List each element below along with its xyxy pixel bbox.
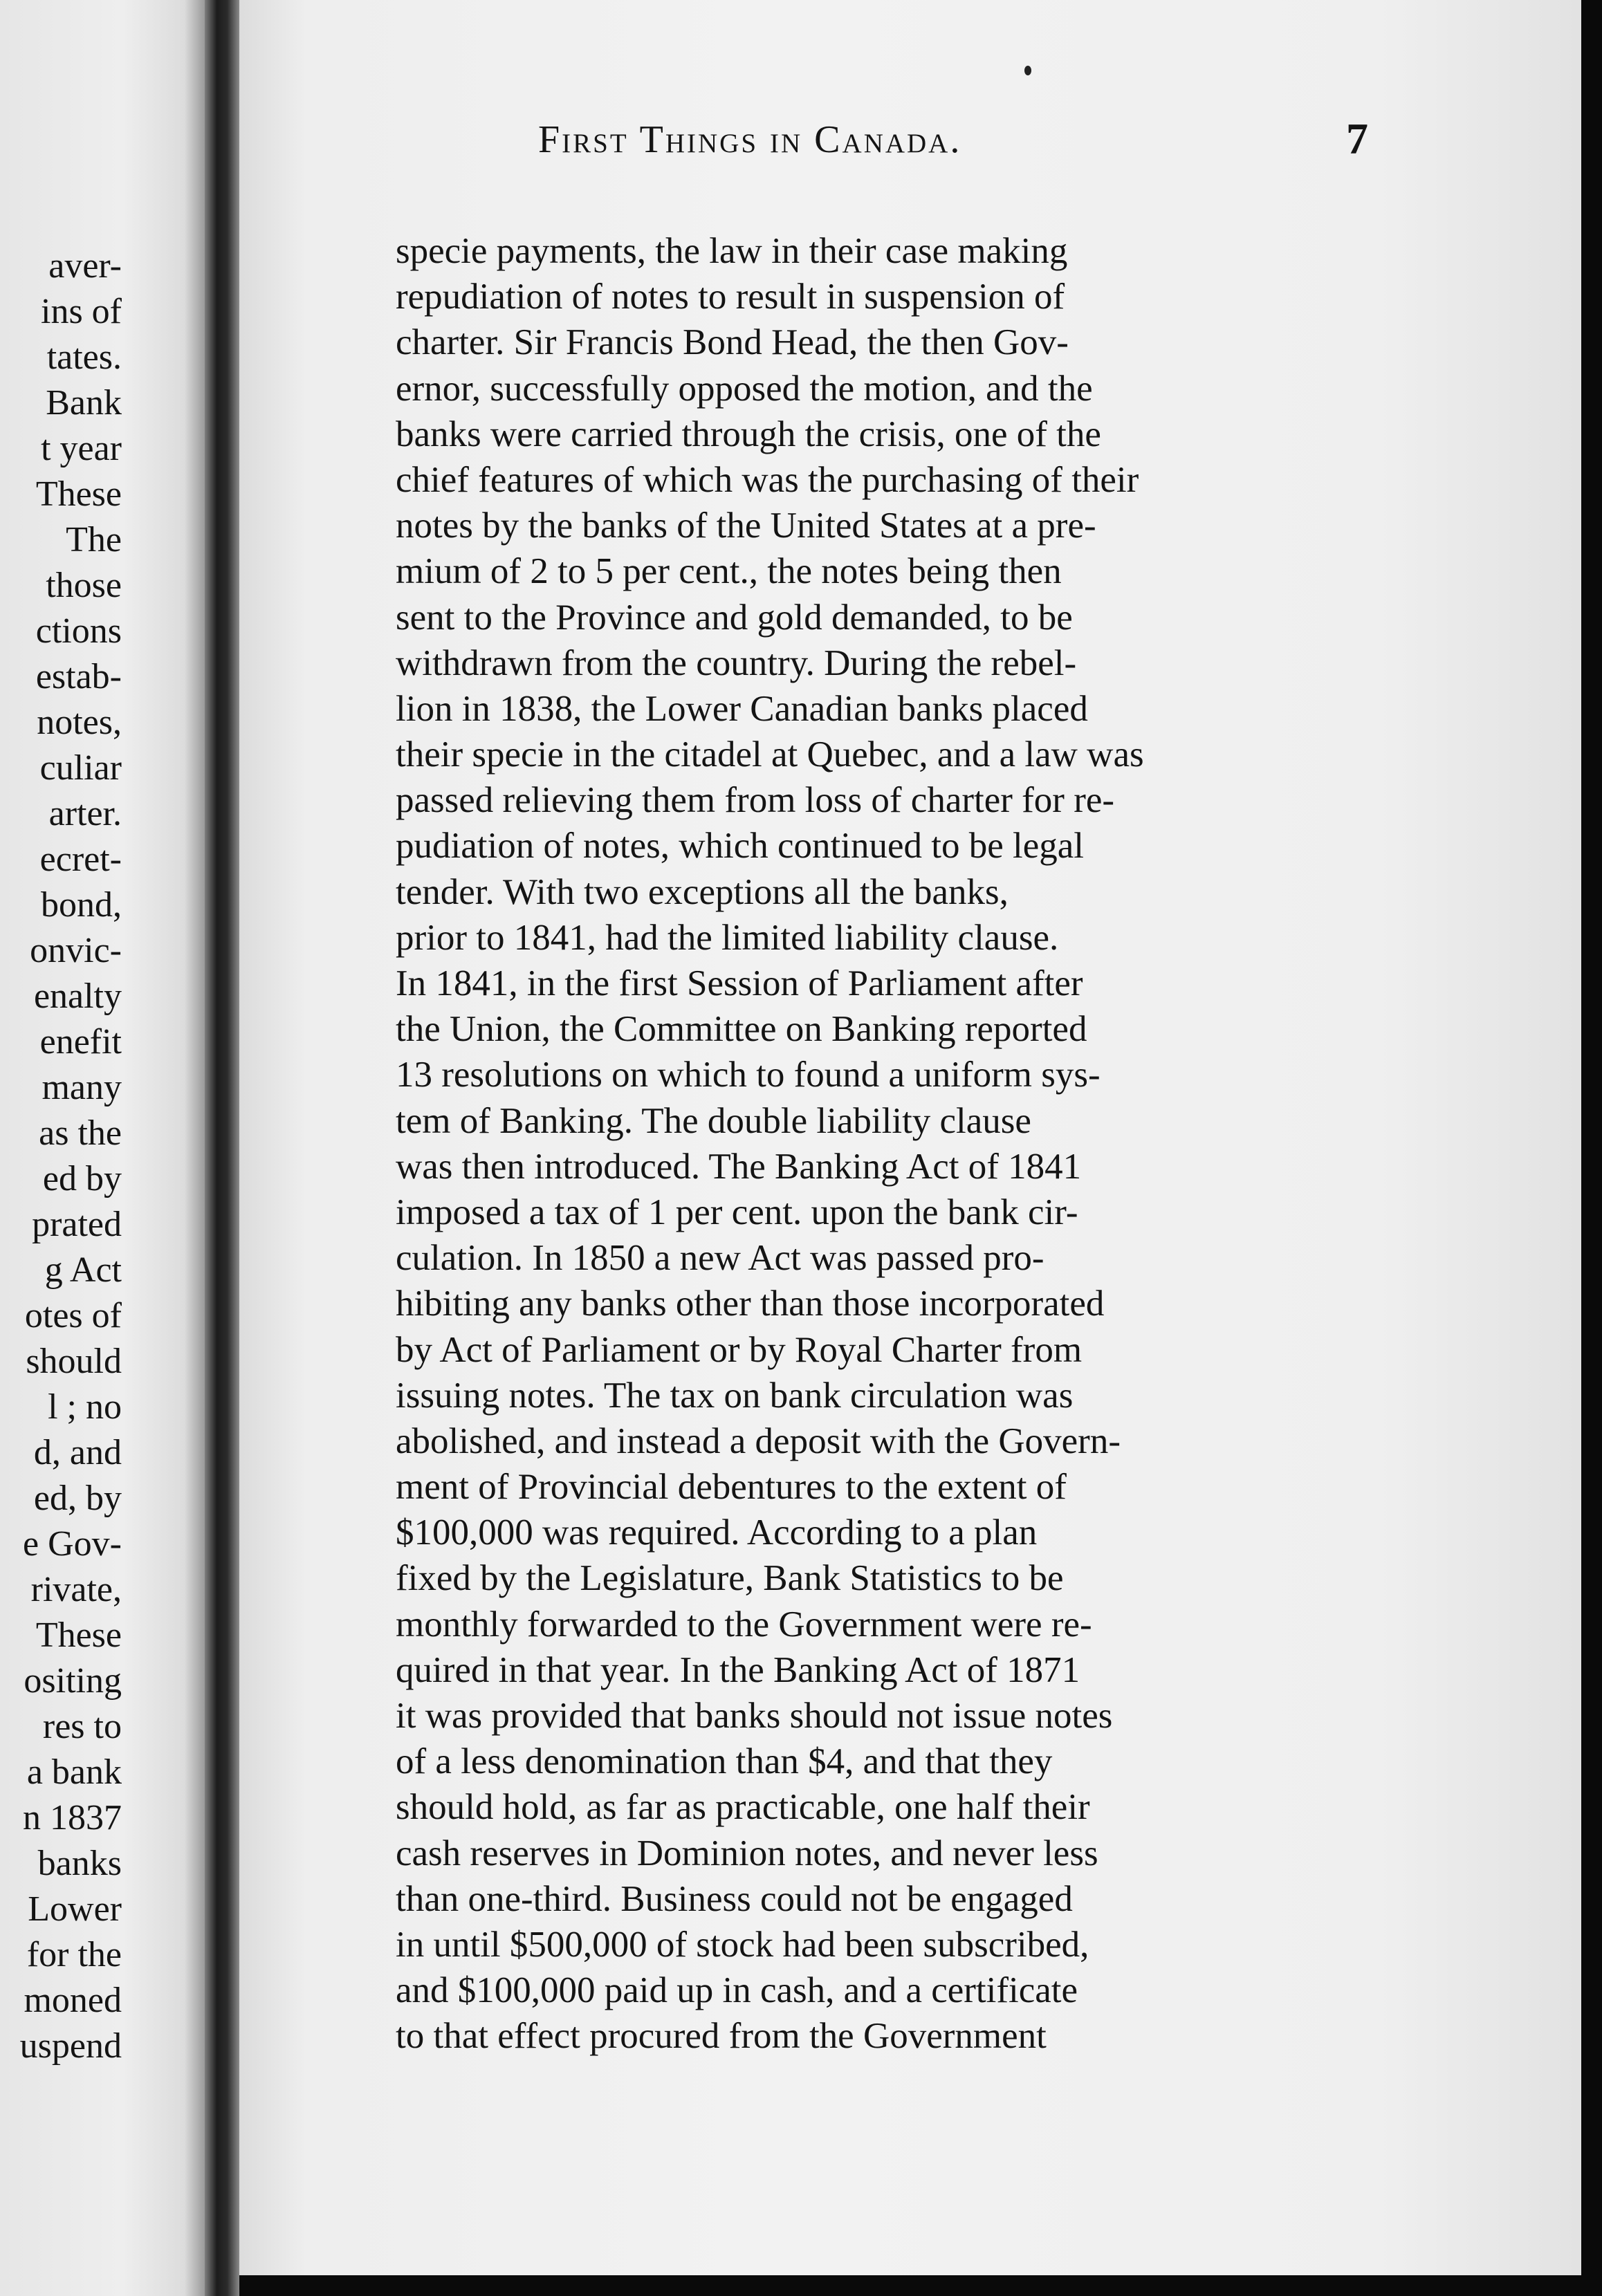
left-page-line: should xyxy=(26,1342,122,1381)
body-line: banks were carried through the crisis, one of the xyxy=(396,414,1101,454)
left-page-line: ecret- xyxy=(39,840,122,879)
body-line: sent to the Province and gold demanded, to be xyxy=(396,597,1073,638)
left-page-line: ositing xyxy=(24,1661,122,1701)
left-page-line: t year xyxy=(41,429,122,468)
left-page-line: onvic- xyxy=(30,931,122,970)
body-line: prior to 1841, had the limited liability clause. xyxy=(396,917,1059,958)
body-line: mium of 2 to 5 per cent., the notes being then xyxy=(396,551,1062,592)
body-line: 13 resolutions on which to found a uniform sys- xyxy=(396,1055,1101,1095)
left-page-line: many xyxy=(42,1068,122,1107)
right-page xyxy=(239,0,1581,2275)
left-page-line: prated xyxy=(32,1205,122,1244)
body-line: quired in that year. In the Banking Act of 1871 xyxy=(396,1649,1080,1690)
left-page-line: those xyxy=(46,566,122,605)
body-line: it was provided that banks should not issue notes xyxy=(396,1696,1113,1736)
body-line: hibiting any banks other than those incorporated xyxy=(396,1284,1105,1324)
body-line: was then introduced. The Banking Act of 1841 xyxy=(396,1146,1082,1187)
left-page-line: d, and xyxy=(33,1433,122,1472)
ink-speck xyxy=(1024,66,1031,75)
left-page-edge xyxy=(0,0,205,2296)
left-page-line: moned xyxy=(24,1981,122,2020)
left-page-line: n 1837 xyxy=(23,1798,122,1837)
book-gutter xyxy=(205,0,239,2296)
left-page-line: g Act xyxy=(44,1250,122,1290)
body-line: passed relieving them from loss of charter for re- xyxy=(396,780,1115,821)
left-page-line: e Gov- xyxy=(23,1524,122,1564)
body-line: tender. With two exceptions all the banks, xyxy=(396,871,1009,912)
left-page-line: ed by xyxy=(42,1159,122,1198)
body-line: notes by the banks of the United States at a pre- xyxy=(396,506,1096,546)
left-page-line: Bank xyxy=(46,383,122,423)
left-page-line: ed, by xyxy=(33,1479,122,1518)
body-line: and $100,000 paid up in cash, and a certificate xyxy=(396,1970,1078,2011)
body-line: their specie in the citadel at Quebec, and a law was xyxy=(396,734,1144,775)
left-page-line: res to xyxy=(42,1707,122,1746)
body-line: culation. In 1850 a new Act was passed pro- xyxy=(396,1238,1044,1279)
left-page-line: enefit xyxy=(39,1022,122,1062)
left-page-line: l ; no xyxy=(48,1387,122,1427)
body-line: than one-third. Business could not be engaged xyxy=(396,1878,1073,1919)
body-line: pudiation of notes, which continued to be legal xyxy=(396,826,1084,867)
left-page-line: Lower xyxy=(28,1889,122,1929)
body-line: imposed a tax of 1 per cent. upon the bank cir- xyxy=(396,1192,1078,1232)
left-page-line: otes of xyxy=(24,1296,122,1335)
body-text xyxy=(396,228,1602,2059)
left-page-line: arter. xyxy=(48,794,122,833)
left-page-line: ctions xyxy=(35,611,122,651)
body-line: the Union, the Committee on Banking reported xyxy=(396,1009,1087,1050)
body-line: chief features of which was the purchasing of their xyxy=(396,459,1139,500)
body-line: lion in 1838, the Lower Canadian banks placed xyxy=(396,688,1088,729)
left-page-line: notes, xyxy=(37,703,122,742)
left-page-line: culiar xyxy=(39,748,122,788)
body-line: cash reserves in Dominion notes, and never less xyxy=(396,1833,1098,1873)
body-line: should hold, as far as practicable, one half their xyxy=(396,1787,1090,1828)
left-page-text xyxy=(0,243,122,2069)
body-line: by Act of Parliament or by Royal Charter from xyxy=(396,1329,1083,1370)
body-line: specie payments, the law in their case making xyxy=(396,231,1068,271)
body-line: In 1841, in the first Session of Parliament after xyxy=(396,963,1083,1003)
body-line: monthly forwarded to the Government were re- xyxy=(396,1604,1092,1645)
body-line: ernor, successfully opposed the motion, and the xyxy=(396,368,1093,409)
left-page-line: These xyxy=(35,474,122,514)
body-line: charter. Sir Francis Bond Head, the then Gov- xyxy=(396,322,1069,363)
body-line: to that effect procured from the Government xyxy=(396,2016,1047,2057)
body-line: in until $500,000 of stock had been subscribed, xyxy=(396,1924,1089,1965)
left-page-line: enalty xyxy=(33,976,122,1016)
body-line: abolished, and instead a deposit with the Govern- xyxy=(396,1420,1121,1461)
left-page-line: rivate, xyxy=(30,1570,122,1609)
left-page-line: as the xyxy=(39,1113,122,1153)
page-number: 7 xyxy=(1346,114,1368,163)
left-page-line: bond, xyxy=(41,885,122,925)
left-page-line: estab- xyxy=(35,657,122,696)
left-page-line: tates. xyxy=(46,337,122,377)
left-page-line: banks xyxy=(37,1844,122,1883)
left-page-line: a bank xyxy=(26,1752,122,1792)
body-line: fixed by the Legislature, Bank Statistics to be xyxy=(396,1558,1064,1599)
body-line: ment of Provincial debentures to the extent of xyxy=(396,1467,1067,1508)
body-line: issuing notes. The tax on bank circulation was xyxy=(396,1375,1074,1416)
left-page-line: for the xyxy=(26,1935,122,1974)
body-line: repudiation of notes to result in suspension of xyxy=(396,277,1065,317)
body-line: tem of Banking. The double liability clause xyxy=(396,1100,1031,1141)
left-page-line: These xyxy=(35,1615,122,1655)
left-page-line: The xyxy=(66,520,122,559)
left-page-line: aver- xyxy=(48,246,122,286)
running-title: First Things in Canada. xyxy=(538,118,962,161)
body-line: $100,000 was required. According to a plan xyxy=(396,1512,1038,1553)
left-page-line: ins of xyxy=(41,292,122,331)
body-line: of a less denomination than $4, and that they xyxy=(396,1741,1053,1782)
body-line: withdrawn from the country. During the rebel- xyxy=(396,642,1077,683)
running-head xyxy=(239,114,1581,173)
left-page-line: uspend xyxy=(19,2026,122,2066)
